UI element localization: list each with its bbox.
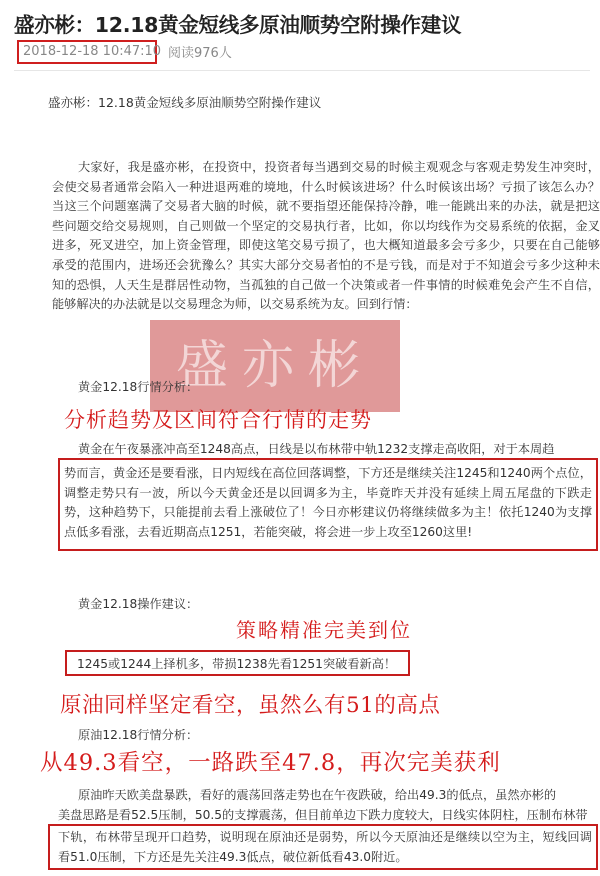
article-title: 盛亦彬：12.18黄金短线多原油顺势空附操作建议 xyxy=(14,13,462,37)
gold-analysis-body: 势而言，黄金还是要看涨，日内短线在高位回落调整，下方还是继续关注1245和1240两个点位，调整走势只有一波，所以今天黄金还是以回调多为主，毕竟昨天并没有延续上周五尾盘的下跌走势，这种趋势下，只能提前去看上涨破位了！今日亦彬建议仍将继续做多为主！依托1240为支撑点低多看涨，去看近期高点1251，若能突破，将会进一步上攻至1260这里! xyxy=(64,466,592,539)
read-count: 阅读976人 xyxy=(168,46,232,61)
gold-analysis-heading: 黄金12.18行情分析： xyxy=(78,380,199,394)
gold-ops-box xyxy=(65,650,410,676)
title-divider xyxy=(14,70,590,71)
oil-analysis-line1: 原油昨天欧美盘暴跌，看好的震荡回落走势也在午夜跌破，给出49.3的低点，虽然亦彬的 xyxy=(78,788,557,802)
gold-analysis-box xyxy=(58,458,598,551)
oil-highlight-2: 从49.3看空，一路跌至47.8，再次完美获利 xyxy=(40,750,501,776)
intro-paragraph: 大家好，我是盛亦彬，在投资中，投资者每当遇到交易的时候主观观念与客观走势发生冲突时，会使交易者通常会陷入一种进退两难的境地，什么时候该进场？什么时候该出场？亏损了该怎么办？当这三个问题塞满了交易者大脑的时候，就不要指望还能保持冷静，唯一能跳出来的办法，就是把这些问题交给交易规则，自己则做一个坚定的交易执行者，比如，你以均线作为交易系统的依据，金叉进多，死叉进空，加上资金管理，即使这笔交易亏损了，也大概知道最多会亏多少，只要在自己能够承受的范围内，进场还会犹豫么？其实大部分交易者怕的不是亏钱，而是对于不知道会亏多少这种未知的恐惧，人天生是群居性动物，当孤独的自己做一个决策或者一件事情的时候难免会产生不自信，能够解决的办法就是以交易理念为师，以交易系统为友。回到行情： xyxy=(52,160,600,312)
gold-ops-body: 1245或1244上择机多，带损1238先看1251突破看新高！ xyxy=(77,657,397,671)
gold-ops-heading: 黄金12.18操作建议： xyxy=(78,597,199,611)
gold-analysis-highlight: 分析趋势及区间符合行情的走势 xyxy=(64,408,372,432)
oil-analysis-line2: 美盘思路是看52.5压制，50.5的支撑震荡，但目前单边下跌力度较大，日线实体阴柱，压制布林带 xyxy=(58,808,588,822)
oil-analysis-heading: 原油12.18行情分析： xyxy=(78,728,199,742)
oil-highlight-1: 原油同样坚定看空，虽然么有51的高点 xyxy=(60,693,441,718)
gold-ops-highlight: 策略精准完美到位 xyxy=(236,618,412,642)
oil-analysis-body: 下轨，布林带呈现开口趋势，说明现在原油还是弱势，所以今天原油还是继续以空为主，短线回调看51.0压制，下方还是先关注49.3低点，破位新低看43.0附近。 xyxy=(58,830,592,864)
oil-analysis-box xyxy=(48,824,598,870)
article-subtitle: 盛亦彬：12.18黄金短线多原油顺势空附操作建议 xyxy=(48,95,322,110)
publish-date: 2018-12-18 10:47:10 xyxy=(17,40,157,64)
gold-analysis-line1: 黄金在午夜暴涨冲高至1248高点，日线是以布林带中轨1232支撑走高收阳，对于本周趋 xyxy=(78,442,555,456)
watermark-seal: 盛亦彬 xyxy=(150,320,400,412)
